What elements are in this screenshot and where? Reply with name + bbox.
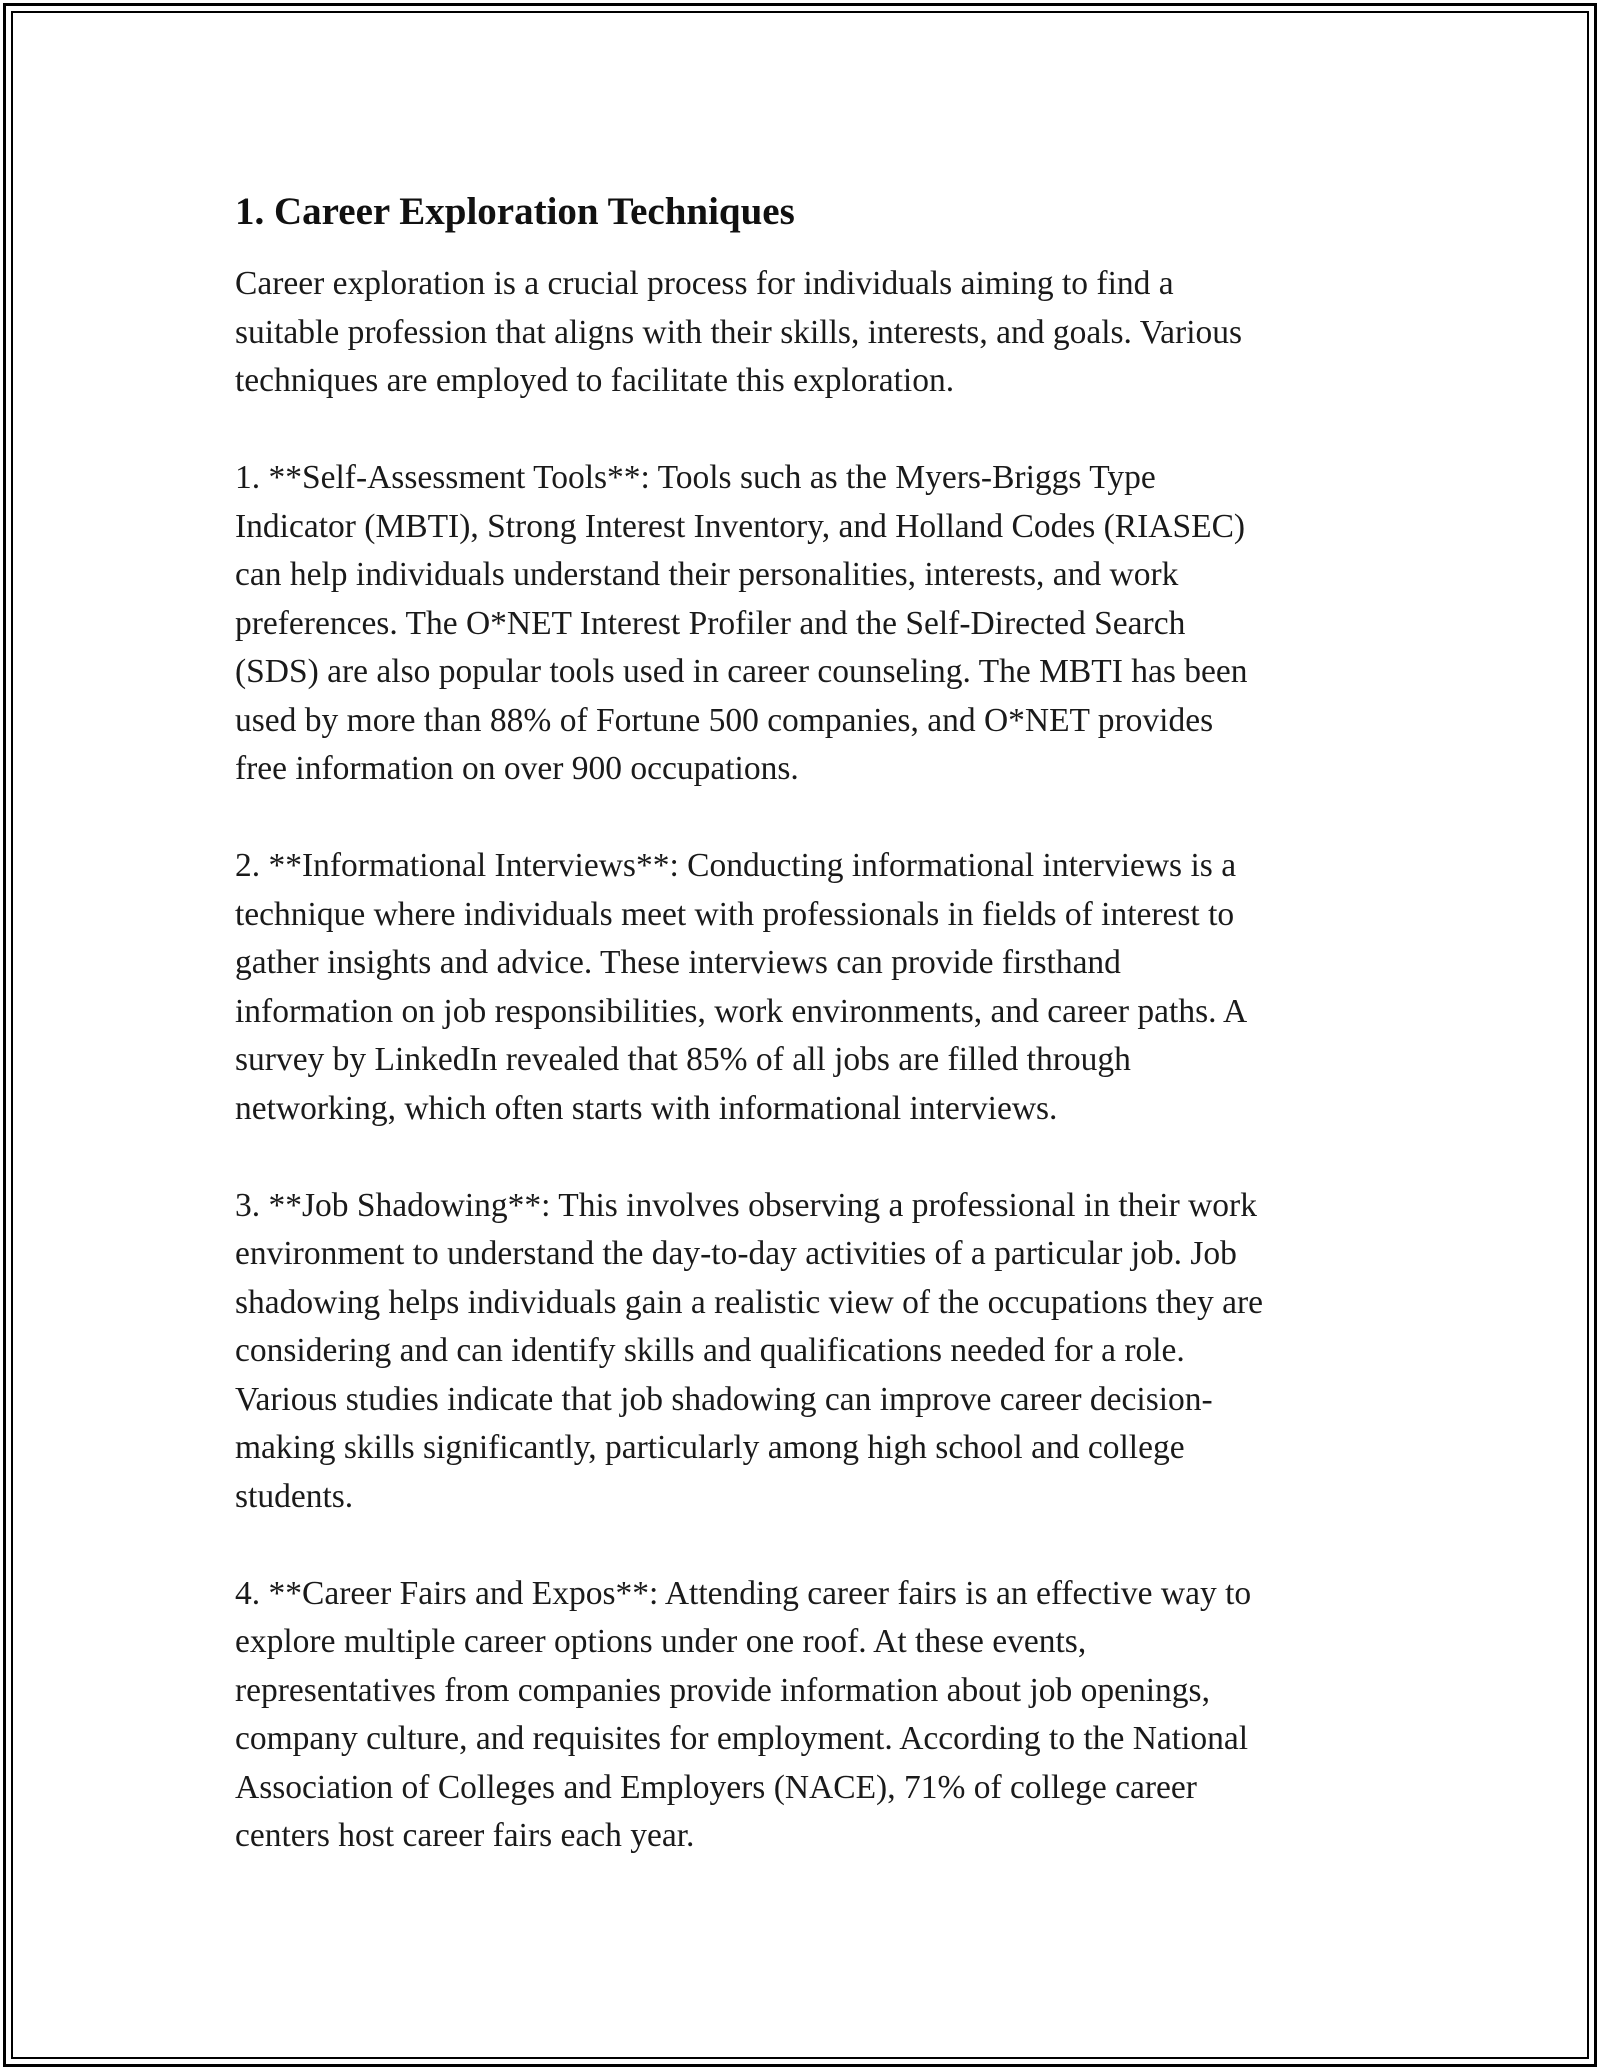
list-item-self-assessment: 1. **Self-Assessment Tools**: Tools such as the Myers-Briggs Type Indicator (MBTI), Strong Interest Inventory, and Holland Codes (RIASEC) can help individuals understand their personalities, interests, and work preferences. The O*NET Interest Profiler and the Self-Directed Search (SDS) are also popular tools used in career counseling. The MBTI has been used by more than 88% of Fortune 500 companies, and O*NET provides free information on over 900 occupations.: [235, 459, 1248, 787]
intro-paragraph: Career exploration is a crucial process for individuals aiming to find a suitable profession that aligns with their skills, interests, and goals. Various techniques are employed to facilitate this exploration.: [235, 265, 1243, 399]
list-item-informational-interviews: 2. **Informational Interviews**: Conducting informational interviews is a technique where individuals meet with professionals in fields of interest to gather insights and advice. These interviews can provide firsthand information on job responsibilities, work environments, and career paths. A survey by LinkedIn revealed that 85% of all jobs are filled through networking, which often starts with informational interviews.: [235, 847, 1248, 1127]
list-item-career-fairs: 4. **Career Fairs and Expos**: Attending career fairs is an effective way to explore multiple career options under one roof. At these events, representatives from companies provide information about job openings, company culture, and requisites for employment. According to the National Association of Colleges and Employers (NACE), 71% of college career centers host career fairs each year.: [235, 1574, 1252, 1854]
document-body: [235, 186, 1375, 1861]
section-heading: 1. Career Exploration Techniques: [235, 190, 795, 233]
list-item-job-shadowing: 3. **Job Shadowing**: This involves observing a professional in their work environment to understand the day-to-day activities of a particular job. Job shadowing helps individuals gain a realistic view of the occupations they are considering and can identify skills and qualifications needed for a role. Various studies indicate that job shadowing can improve career decision- making skills significantly, particularly among high school and college students.: [235, 1186, 1263, 1515]
